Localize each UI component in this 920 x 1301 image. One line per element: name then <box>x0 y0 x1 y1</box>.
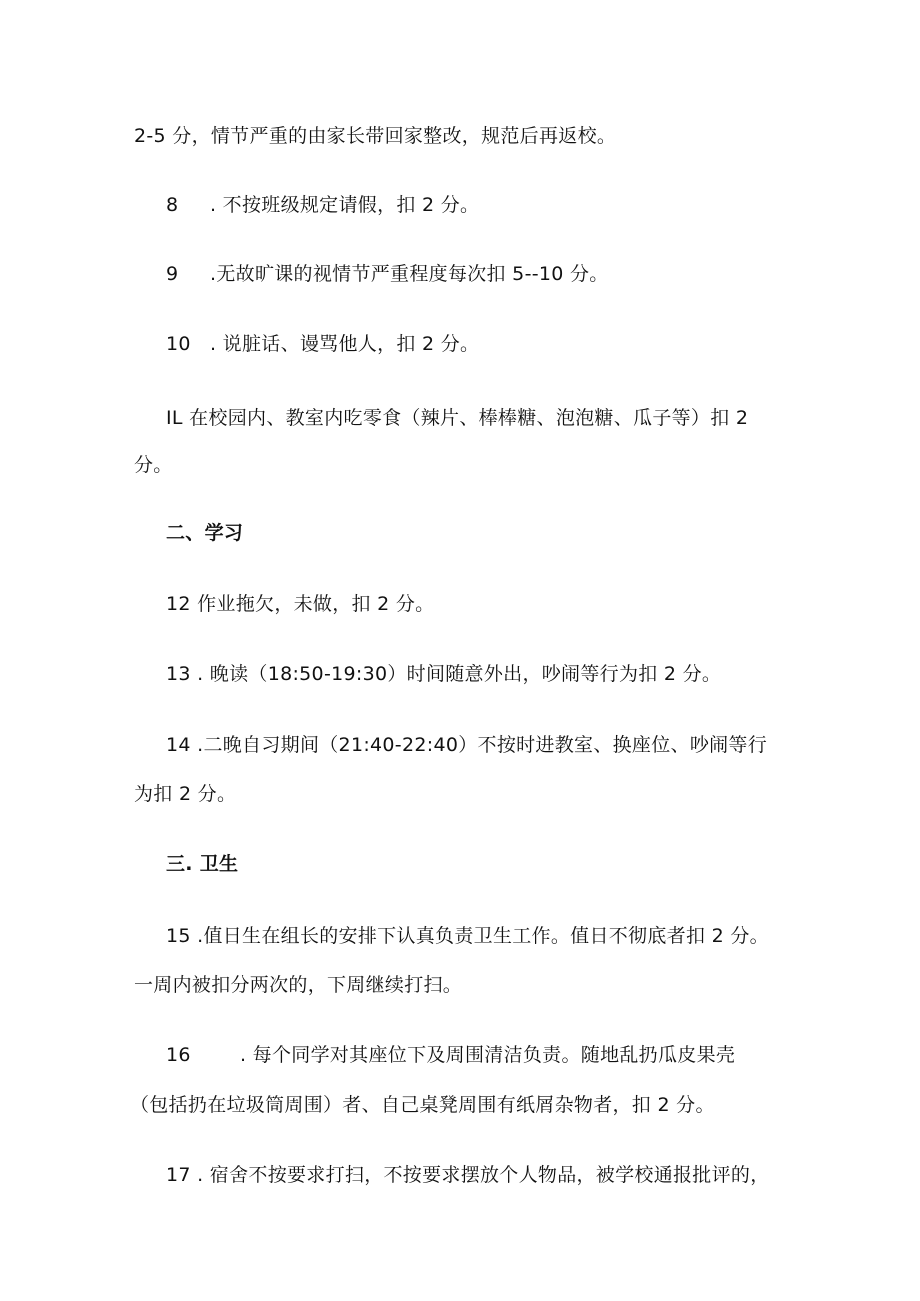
line-text: 2-5 分，情节严重的由家长带回家整改，规范后再返校。 <box>134 125 617 147</box>
line-text: .无故旷课的视情节严重程度每次扣 5--10 分。 <box>210 263 609 285</box>
line-text: IL 在校园内、教室内吃零食（辣片、棒棒糖、泡泡糖、瓜子等）扣 2 <box>166 407 749 429</box>
item-number: 8 <box>166 194 179 216</box>
line-text: 12 作业拖欠，未做，扣 2 分。 <box>166 593 435 615</box>
rule-item-16-continued <box>130 1093 715 1117</box>
rule-item-11-continued <box>134 453 173 477</box>
rule-item-14-continued <box>134 782 236 806</box>
line-text: 15 .值日生在组长的安排下认真负责卫生工作。值日不彻底者扣 2 分。 <box>166 925 769 947</box>
text-line-1 <box>134 124 616 148</box>
rule-item-13 <box>166 662 721 686</box>
line-text: 为扣 2 分。 <box>134 783 237 805</box>
rule-item-17 <box>166 1163 770 1187</box>
rule-item-16-text <box>240 1043 735 1067</box>
section-heading-hygiene <box>166 852 238 876</box>
rule-item-8 <box>166 193 178 217</box>
section-heading-study <box>166 521 243 545</box>
rule-item-16 <box>166 1043 191 1067</box>
item-number: 10 <box>166 333 191 355</box>
line-text: （包括扔在垃圾筒周围）者、自己桌凳周围有纸屑杂物者，扣 2 分。 <box>130 1094 715 1116</box>
rule-item-10 <box>166 332 191 356</box>
heading-text: 三. 卫生 <box>166 853 239 875</box>
line-text: 分。 <box>134 454 173 476</box>
item-number: 9 <box>166 263 179 285</box>
rule-item-8-text <box>210 193 479 217</box>
line-text: 14 .二晚自习期间（21:40-22:40）不按时进教室、换座位、吵闹等行 <box>166 734 768 756</box>
line-text: . 说脏话、谩骂他人，扣 2 分。 <box>210 333 480 355</box>
line-text: 一周内被扣分两次的，下周继续打扫。 <box>134 974 463 996</box>
rule-item-12 <box>166 592 434 616</box>
rule-item-10-text <box>210 332 479 356</box>
rule-item-9 <box>166 262 178 286</box>
rule-item-15-continued <box>134 973 462 997</box>
item-number: 16 <box>166 1044 191 1066</box>
rule-item-14 <box>166 733 767 757</box>
line-text: 13 . 晚读（18:50-19:30）时间随意外出，吵闹等行为扣 2 分。 <box>166 663 722 685</box>
line-text: . 每个同学对其座位下及周围清洁负责。随地乱扔瓜皮果壳 <box>240 1044 736 1066</box>
rule-item-9-text <box>210 262 609 286</box>
line-text: 17 . 宿舍不按要求打扫，不按要求摆放个人物品，被学校通报批评的， <box>166 1164 770 1186</box>
rule-item-11 <box>166 406 748 430</box>
line-text: . 不按班级规定请假，扣 2 分。 <box>210 194 480 216</box>
heading-text: 二、学习 <box>166 522 244 544</box>
rule-item-15 <box>166 924 769 948</box>
